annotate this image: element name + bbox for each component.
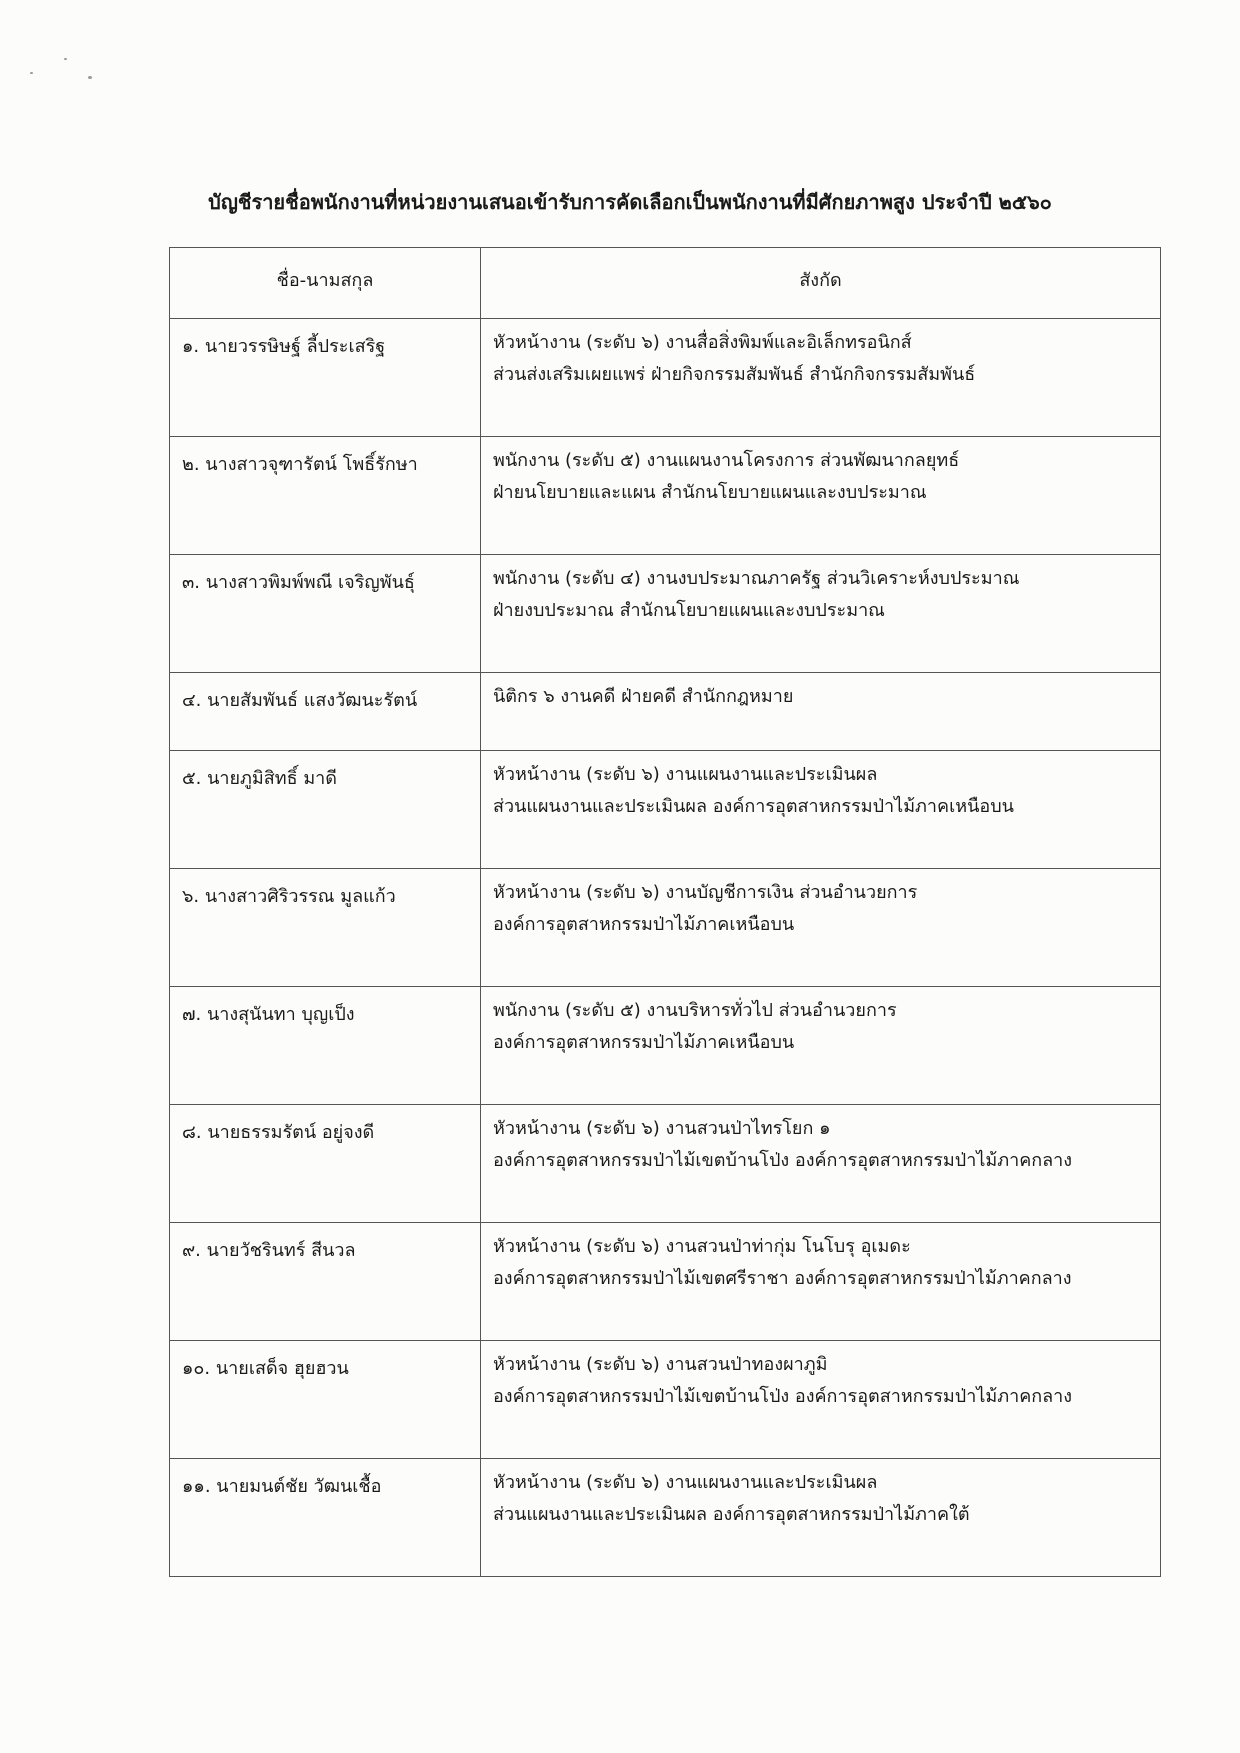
scan-speck: [30, 72, 33, 74]
employee-name: ๖. นางสาวศิริวรรณ มูลแก้ว: [170, 869, 481, 987]
table-row: [170, 437, 1161, 555]
unit-line: ฝ่ายนโยบายและแผน สำนักนโยบายแผนและงบประมาณ: [493, 482, 927, 503]
unit-line: องค์การอุตสาหกรรมป่าไม้ภาคเหนือบน: [493, 1032, 795, 1053]
unit-line: หัวหน้างาน (ระดับ ๖) งานสวนป่าทองผาภูมิ: [493, 1354, 828, 1375]
unit-line: องค์การอุตสาหกรรมป่าไม้ภาคเหนือบน: [493, 914, 795, 935]
table-row: [170, 987, 1161, 1105]
employee-unit: [481, 869, 1161, 987]
employee-unit: [481, 1105, 1161, 1223]
table-row: [170, 1341, 1161, 1459]
employee-name: ๒. นางสาวจุฑารัตน์ โพธิ์รักษา: [170, 437, 481, 555]
table-header-row: [170, 248, 1161, 319]
scan-speck: [88, 76, 92, 79]
employee-name: ๗. นางสุนันทา บุญเป็ง: [170, 987, 481, 1105]
employee-unit: [481, 319, 1161, 437]
unit-line: ส่วนแผนงานและประเมินผล องค์การอุตสาหกรรมป่าไม้ภาคเหนือบน: [493, 796, 1014, 817]
table-row: [170, 673, 1161, 751]
employee-unit: [481, 437, 1161, 555]
unit-line: หัวหน้างาน (ระดับ ๖) งานแผนงานและประเมินผล: [493, 764, 878, 785]
unit-line: หัวหน้างาน (ระดับ ๖) งานแผนงานและประเมินผล: [493, 1472, 878, 1493]
staff-table: [169, 247, 1161, 1577]
employee-unit: [481, 555, 1161, 673]
employee-name: ๔. นายสัมพันธ์ แสงวัฒนะรัตน์: [170, 673, 481, 751]
scan-speck: [64, 58, 67, 60]
employee-name: ๙. นายวัชรินทร์ สีนวล: [170, 1223, 481, 1341]
employee-unit: [481, 751, 1161, 869]
unit-line: หัวหน้างาน (ระดับ ๖) งานสวนป่าท่ากุ่ม โนโบรุ อุเมดะ: [493, 1236, 911, 1257]
unit-line: หัวหน้างาน (ระดับ ๖) งานสวนป่าไทรโยก ๑: [493, 1118, 831, 1139]
table-row: [170, 555, 1161, 673]
employee-unit: [481, 1223, 1161, 1341]
header-name: ชื่อ-นามสกุล: [170, 248, 481, 319]
employee-name: ๑. นายวรรษิษฐ์ ลี้ประเสริฐ: [170, 319, 481, 437]
unit-line: หัวหน้างาน (ระดับ ๖) งานบัญชีการเงิน ส่วนอำนวยการ: [493, 882, 918, 903]
table-row: [170, 751, 1161, 869]
employee-name: ๓. นางสาวพิมพ์พณี เจริญพันธุ์: [170, 555, 481, 673]
table-row: [170, 319, 1161, 437]
unit-line: ส่วนส่งเสริมเผยแพร่ ฝ่ายกิจกรรมสัมพันธ์ สำนักกิจกรรมสัมพันธ์: [493, 364, 976, 385]
unit-line: หัวหน้างาน (ระดับ ๖) งานสื่อสิ่งพิมพ์และอิเล็กทรอนิกส์: [493, 332, 912, 353]
table-row: [170, 869, 1161, 987]
unit-line: องค์การอุตสาหกรรมป่าไม้เขตศรีราชา องค์การอุตสาหกรรมป่าไม้ภาคกลาง: [493, 1268, 1072, 1289]
employee-name: ๕. นายภูมิสิทธิ์ มาดี: [170, 751, 481, 869]
unit-line: พนักงาน (ระดับ ๕) งานแผนงานโครงการ ส่วนพัฒนากลยุทธ์: [493, 450, 960, 471]
employee-name: ๑๑. นายมนต์ชัย วัฒนเชื้อ: [170, 1459, 481, 1577]
table-row: [170, 1459, 1161, 1577]
employee-name: ๘. นายธรรมรัตน์ อยู่จงดี: [170, 1105, 481, 1223]
unit-line: พนักงาน (ระดับ ๕) งานบริหารทั่วไป ส่วนอำนวยการ: [493, 1000, 897, 1021]
table-row: [170, 1223, 1161, 1341]
table-row: [170, 1105, 1161, 1223]
employee-unit: [481, 1341, 1161, 1459]
employee-unit: [481, 673, 1161, 751]
unit-line: พนักงาน (ระดับ ๔) งานงบประมาณภาครัฐ ส่วนวิเคราะห์งบประมาณ: [493, 568, 1020, 589]
employee-unit: [481, 1459, 1161, 1577]
employee-unit: [481, 987, 1161, 1105]
unit-line: ส่วนแผนงานและประเมินผล องค์การอุตสาหกรรมป่าไม้ภาคใต้: [493, 1504, 970, 1525]
unit-line: ฝ่ายงบประมาณ สำนักนโยบายแผนและงบประมาณ: [493, 600, 885, 621]
header-unit: สังกัด: [481, 248, 1161, 319]
employee-name: ๑๐. นายเสด็จ ฮุยฮวน: [170, 1341, 481, 1459]
table-body: [170, 319, 1161, 1577]
page-title: บัญชีรายชื่อพนักงานที่หน่วยงานเสนอเข้ารับการคัดเลือกเป็นพนักงานที่มีศักยภาพสูง ประจำปี ๒๕๖๐: [208, 190, 1052, 214]
unit-line: องค์การอุตสาหกรรมป่าไม้เขตบ้านโป่ง องค์การอุตสาหกรรมป่าไม้ภาคกลาง: [493, 1386, 1073, 1407]
unit-line: องค์การอุตสาหกรรมป่าไม้เขตบ้านโป่ง องค์การอุตสาหกรรมป่าไม้ภาคกลาง: [493, 1150, 1073, 1171]
unit-line: นิติกร ๖ งานคดี ฝ่ายคดี สำนักกฎหมาย: [493, 686, 794, 707]
